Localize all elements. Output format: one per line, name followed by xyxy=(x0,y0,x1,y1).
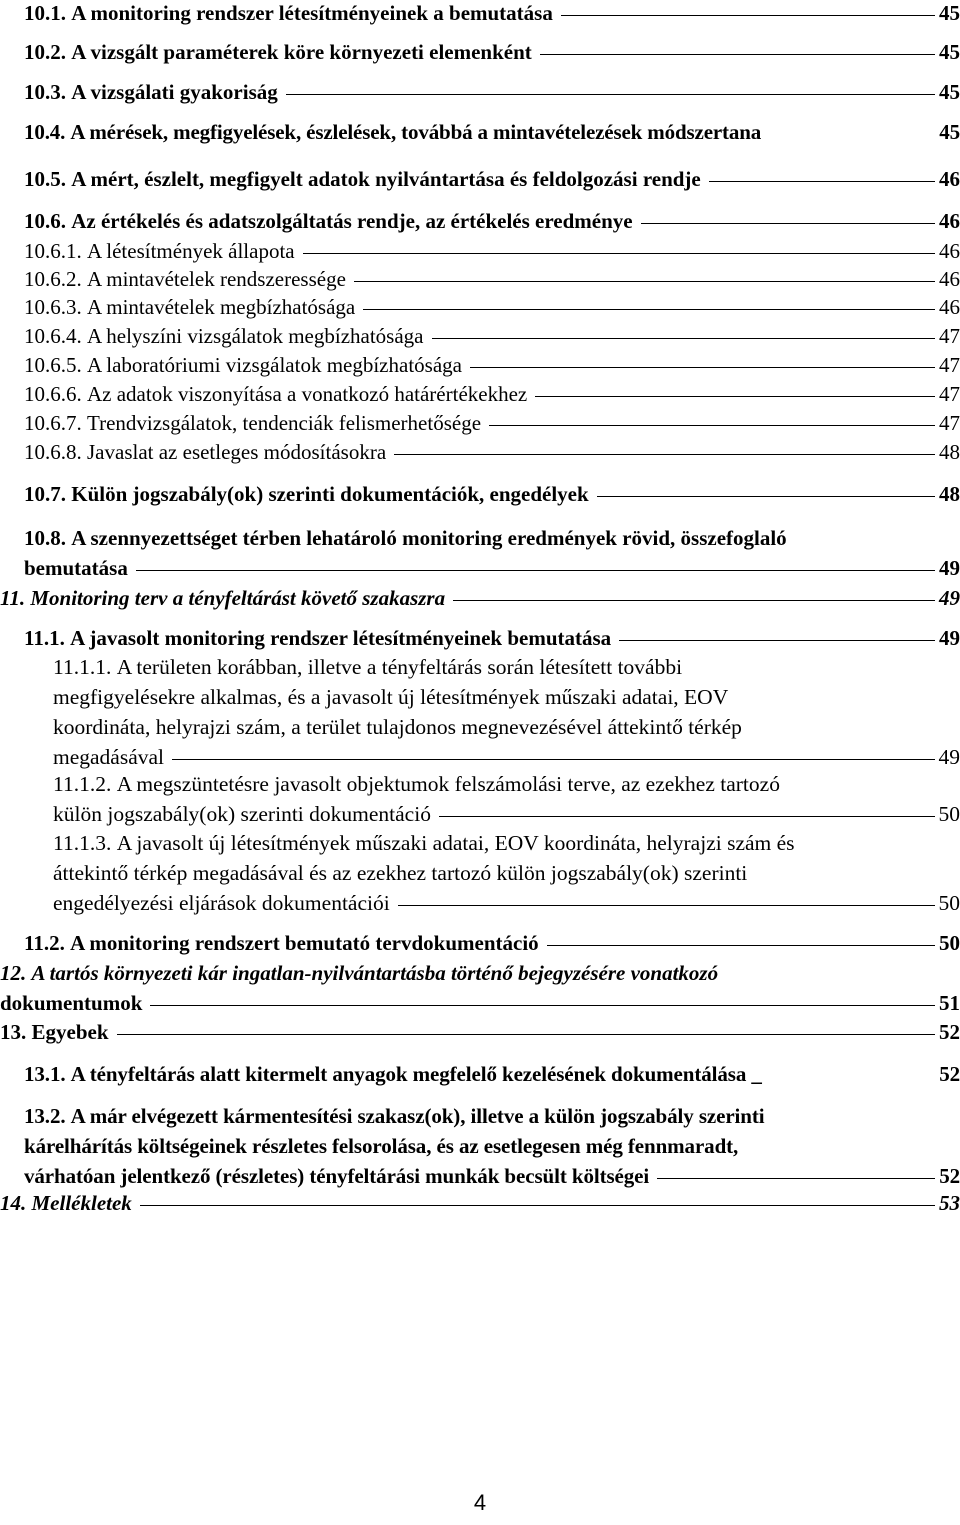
toc-entry[interactable] xyxy=(24,350,960,380)
toc-entry[interactable] xyxy=(0,1188,960,1218)
toc-page: 49 xyxy=(939,556,960,580)
toc-entry[interactable] xyxy=(24,117,960,147)
toc-number: 10.6.4. xyxy=(24,324,82,348)
toc-page: 52 xyxy=(939,1020,960,1044)
toc-number: 11.2. xyxy=(24,931,65,955)
toc-title: A tartós környezeti kár ingatlan-nyilvántartásba történő bejegyzésére vonatkozó xyxy=(31,961,719,985)
toc-page: 45 xyxy=(939,40,960,64)
toc-page: 48 xyxy=(939,482,960,506)
toc-title-continuation: várhatóan jelentkező (részletes) tényfeltárási munkák becsült költségei xyxy=(24,1164,650,1188)
toc-title: A vizsgált paraméterek köre környezeti elemenként xyxy=(71,40,532,64)
toc-page: 52 xyxy=(939,1062,960,1086)
toc-page: 46 xyxy=(939,209,960,233)
toc-entry[interactable] xyxy=(24,623,960,653)
toc-title: A monitoring rendszert bemutató tervdokumentáció xyxy=(70,931,539,955)
toc-entry[interactable] xyxy=(0,583,960,613)
toc-number: 10.6.8. xyxy=(24,440,82,464)
toc-leader xyxy=(761,134,937,135)
toc-number: 10.6.1. xyxy=(24,239,82,263)
toc-entry[interactable] xyxy=(24,0,960,28)
toc-leader xyxy=(150,1004,935,1006)
toc-page: 45 xyxy=(939,120,960,144)
toc-title: A vizsgálati gyakoriság xyxy=(71,80,278,104)
toc-entry[interactable] xyxy=(24,1101,960,1191)
toc-number: 10.7. xyxy=(24,482,66,506)
toc-title: A létesítmények állapota xyxy=(87,239,295,263)
toc-title: Külön jogszabály(ok) szerinti dokumentációk, engedélyek xyxy=(71,482,589,506)
toc-leader xyxy=(619,639,935,641)
toc-title: Egyebek xyxy=(31,1020,109,1044)
toc-page: 47 xyxy=(939,382,960,406)
toc-leader xyxy=(597,495,935,497)
toc-page: 49 xyxy=(938,745,960,769)
toc-title-line: megfigyelésekre alkalmas, és a javasolt új létesítmények műszaki adatai, EOV xyxy=(53,685,729,709)
toc-number: 10.6. xyxy=(24,209,66,233)
toc-title: A megszüntetésre javasolt objektumok felszámolási terve, az ezekhez tartozó xyxy=(116,772,780,796)
toc-title-continuation: engedélyezési eljárások dokumentációi xyxy=(53,891,390,915)
toc-entry[interactable] xyxy=(24,408,960,438)
toc-entry[interactable] xyxy=(24,77,960,107)
toc-leader xyxy=(117,1033,935,1035)
toc-title: A helyszíni vizsgálatok megbízhatósága xyxy=(87,324,424,348)
toc-leader xyxy=(657,1177,935,1179)
toc-page: 52 xyxy=(939,1164,960,1188)
toc-leader xyxy=(535,395,935,397)
toc-title: Trendvizsgálatok, tendenciák felismerhetősége xyxy=(87,411,482,435)
toc-number: 10.6.5. xyxy=(24,353,82,377)
toc-entry[interactable] xyxy=(24,321,960,351)
toc-entry[interactable] xyxy=(53,828,960,918)
toc-number: 11.1.3. xyxy=(53,831,112,855)
toc-leader xyxy=(394,453,935,455)
toc-title: A javasolt monitoring rendszer létesítményeinek bemutatása xyxy=(70,626,612,650)
toc-page: 50 xyxy=(938,802,960,826)
toc-leader xyxy=(762,1076,937,1077)
toc-entry[interactable] xyxy=(24,164,960,194)
toc-number: 11.1.2. xyxy=(53,772,112,796)
toc-entry[interactable] xyxy=(24,523,960,583)
toc-leader xyxy=(303,252,935,254)
toc-page: 53 xyxy=(939,1191,960,1215)
toc-number: 10.2. xyxy=(24,40,66,64)
toc-leader xyxy=(286,93,935,95)
toc-number: 10.6.7. xyxy=(24,411,82,435)
toc-page: 47 xyxy=(939,411,960,435)
toc-title-continuation: bemutatása xyxy=(24,556,128,580)
toc-title: Javaslat az esetleges módosításokra xyxy=(87,440,387,464)
toc-number: 10.8. xyxy=(24,526,66,550)
toc-page: 50 xyxy=(939,931,960,955)
toc-leader xyxy=(540,53,935,55)
toc-page: 49 xyxy=(939,626,960,650)
toc-title-line: kárelhárítás költségeinek részletes felsorolása, és az esetlegesen még fennmaradt, xyxy=(24,1134,739,1158)
toc-number: 10.6.2. xyxy=(24,267,82,291)
toc-entry[interactable] xyxy=(53,769,960,829)
page-number: 4 xyxy=(473,1490,487,1515)
toc-title-continuation: külön jogszabály(ok) szerinti dokumentáció xyxy=(53,802,431,826)
toc-leader xyxy=(354,280,935,282)
toc-page: 46 xyxy=(939,295,960,319)
toc-number: 10.6.6. xyxy=(24,382,82,406)
toc-entry[interactable] xyxy=(24,206,960,236)
toc-number: 11. xyxy=(0,586,26,610)
toc-page: 49 xyxy=(939,586,960,610)
toc-title: Mellékletek xyxy=(31,1191,132,1215)
toc-leader xyxy=(172,758,934,760)
toc-title: Az adatok viszonyítása a vonatkozó határértékekhez xyxy=(87,382,528,406)
toc-number: 10.1. xyxy=(24,1,66,25)
toc-number: 11.1.1. xyxy=(53,655,112,679)
toc-entry[interactable] xyxy=(24,292,960,322)
toc-leader xyxy=(709,180,935,182)
toc-title: A mintavételek rendszeressége xyxy=(87,267,346,291)
toc-entry[interactable] xyxy=(53,652,960,772)
toc-title: A területen korábban, illetve a tényfeltárás során létesített további xyxy=(116,655,683,679)
toc-title: A mintavételek megbízhatósága xyxy=(87,295,356,319)
toc-title: Monitoring terv a tényfeltárást követő szakaszra xyxy=(30,586,446,610)
toc-number: 13.1. xyxy=(24,1062,66,1086)
toc-entry[interactable] xyxy=(0,958,960,1018)
toc-page: 45 xyxy=(939,80,960,104)
toc-number: 10.4. xyxy=(24,120,66,144)
toc-title: A laboratóriumi vizsgálatok megbízhatósága xyxy=(87,353,462,377)
toc-entry[interactable] xyxy=(24,264,960,294)
toc-title: A szennyezettséget térben lehatároló monitoring eredmények rövid, összefoglaló xyxy=(71,526,787,550)
toc-title: A monitoring rendszer létesítményeinek a bemutatása xyxy=(71,1,553,25)
toc-title-line: áttekintő térkép megadásával és az ezekhez tartozó külön jogszabály(ok) szerinti xyxy=(53,861,748,885)
toc-page: 50 xyxy=(938,891,960,915)
toc-page: 48 xyxy=(939,440,960,464)
toc-leader xyxy=(140,1204,935,1206)
toc-entry[interactable] xyxy=(24,479,960,509)
toc-leader xyxy=(489,424,935,426)
toc-leader xyxy=(470,366,935,368)
toc-title: Az értékelés és adatszolgáltatás rendje, az értékelés eredménye xyxy=(71,209,633,233)
toc-entry[interactable] xyxy=(24,236,960,266)
toc-page: 51 xyxy=(939,991,960,1015)
toc-page: 46 xyxy=(939,239,960,263)
toc-entry[interactable] xyxy=(24,37,960,67)
toc-number: 10.5. xyxy=(24,167,66,191)
toc-page: 46 xyxy=(939,267,960,291)
toc-number: 10.6.3. xyxy=(24,295,82,319)
toc-title-continuation: dokumentumok xyxy=(0,991,143,1015)
toc-entry[interactable] xyxy=(24,1059,960,1089)
toc-title-line: koordináta, helyrajzi szám, a terület tulajdonos megnevezésével áttekintő térkép xyxy=(53,715,742,739)
toc-entry[interactable] xyxy=(24,437,960,467)
toc-number: 10.3. xyxy=(24,80,66,104)
toc-page: 47 xyxy=(939,324,960,348)
toc-entry[interactable] xyxy=(24,379,960,409)
toc-leader xyxy=(398,904,935,906)
toc-page: 46 xyxy=(939,167,960,191)
toc-leader xyxy=(136,569,935,571)
toc-leader xyxy=(439,815,935,817)
toc-title: A már elvégezett kármentesítési szakasz(ok), illetve a külön jogszabály szerinti xyxy=(70,1104,765,1128)
toc-title-continuation: megadásával xyxy=(53,745,165,769)
toc-page: 45 xyxy=(939,1,960,25)
toc-number: 11.1. xyxy=(24,626,65,650)
toc-title: A mért, észlelt, megfigyelt adatok nyilvántartása és feldolgozási rendje xyxy=(71,167,701,191)
toc-leader xyxy=(432,337,936,339)
toc-leader xyxy=(641,222,935,224)
toc-entry[interactable] xyxy=(24,928,960,958)
toc-title: A mérések, megfigyelések, észlelések, továbbá a mintavételezések módszertana xyxy=(70,120,762,144)
toc-leader xyxy=(363,308,935,310)
toc-number: 13. xyxy=(0,1020,27,1044)
toc-entry[interactable] xyxy=(0,1017,960,1047)
toc-leader xyxy=(547,944,935,946)
toc-title: A javasolt új létesítmények műszaki adatai, EOV koordináta, helyrajzi szám és xyxy=(116,831,795,855)
toc-number: 13.2. xyxy=(24,1104,66,1128)
toc-number: 14. xyxy=(0,1191,27,1215)
toc-leader xyxy=(453,599,935,601)
toc-leader xyxy=(561,14,935,16)
toc-page: 47 xyxy=(939,353,960,377)
toc-title: A tényfeltárás alatt kitermelt anyagok megfelelő kezelésének dokumentálása _ xyxy=(70,1062,762,1086)
toc-number: 12. xyxy=(0,961,27,985)
